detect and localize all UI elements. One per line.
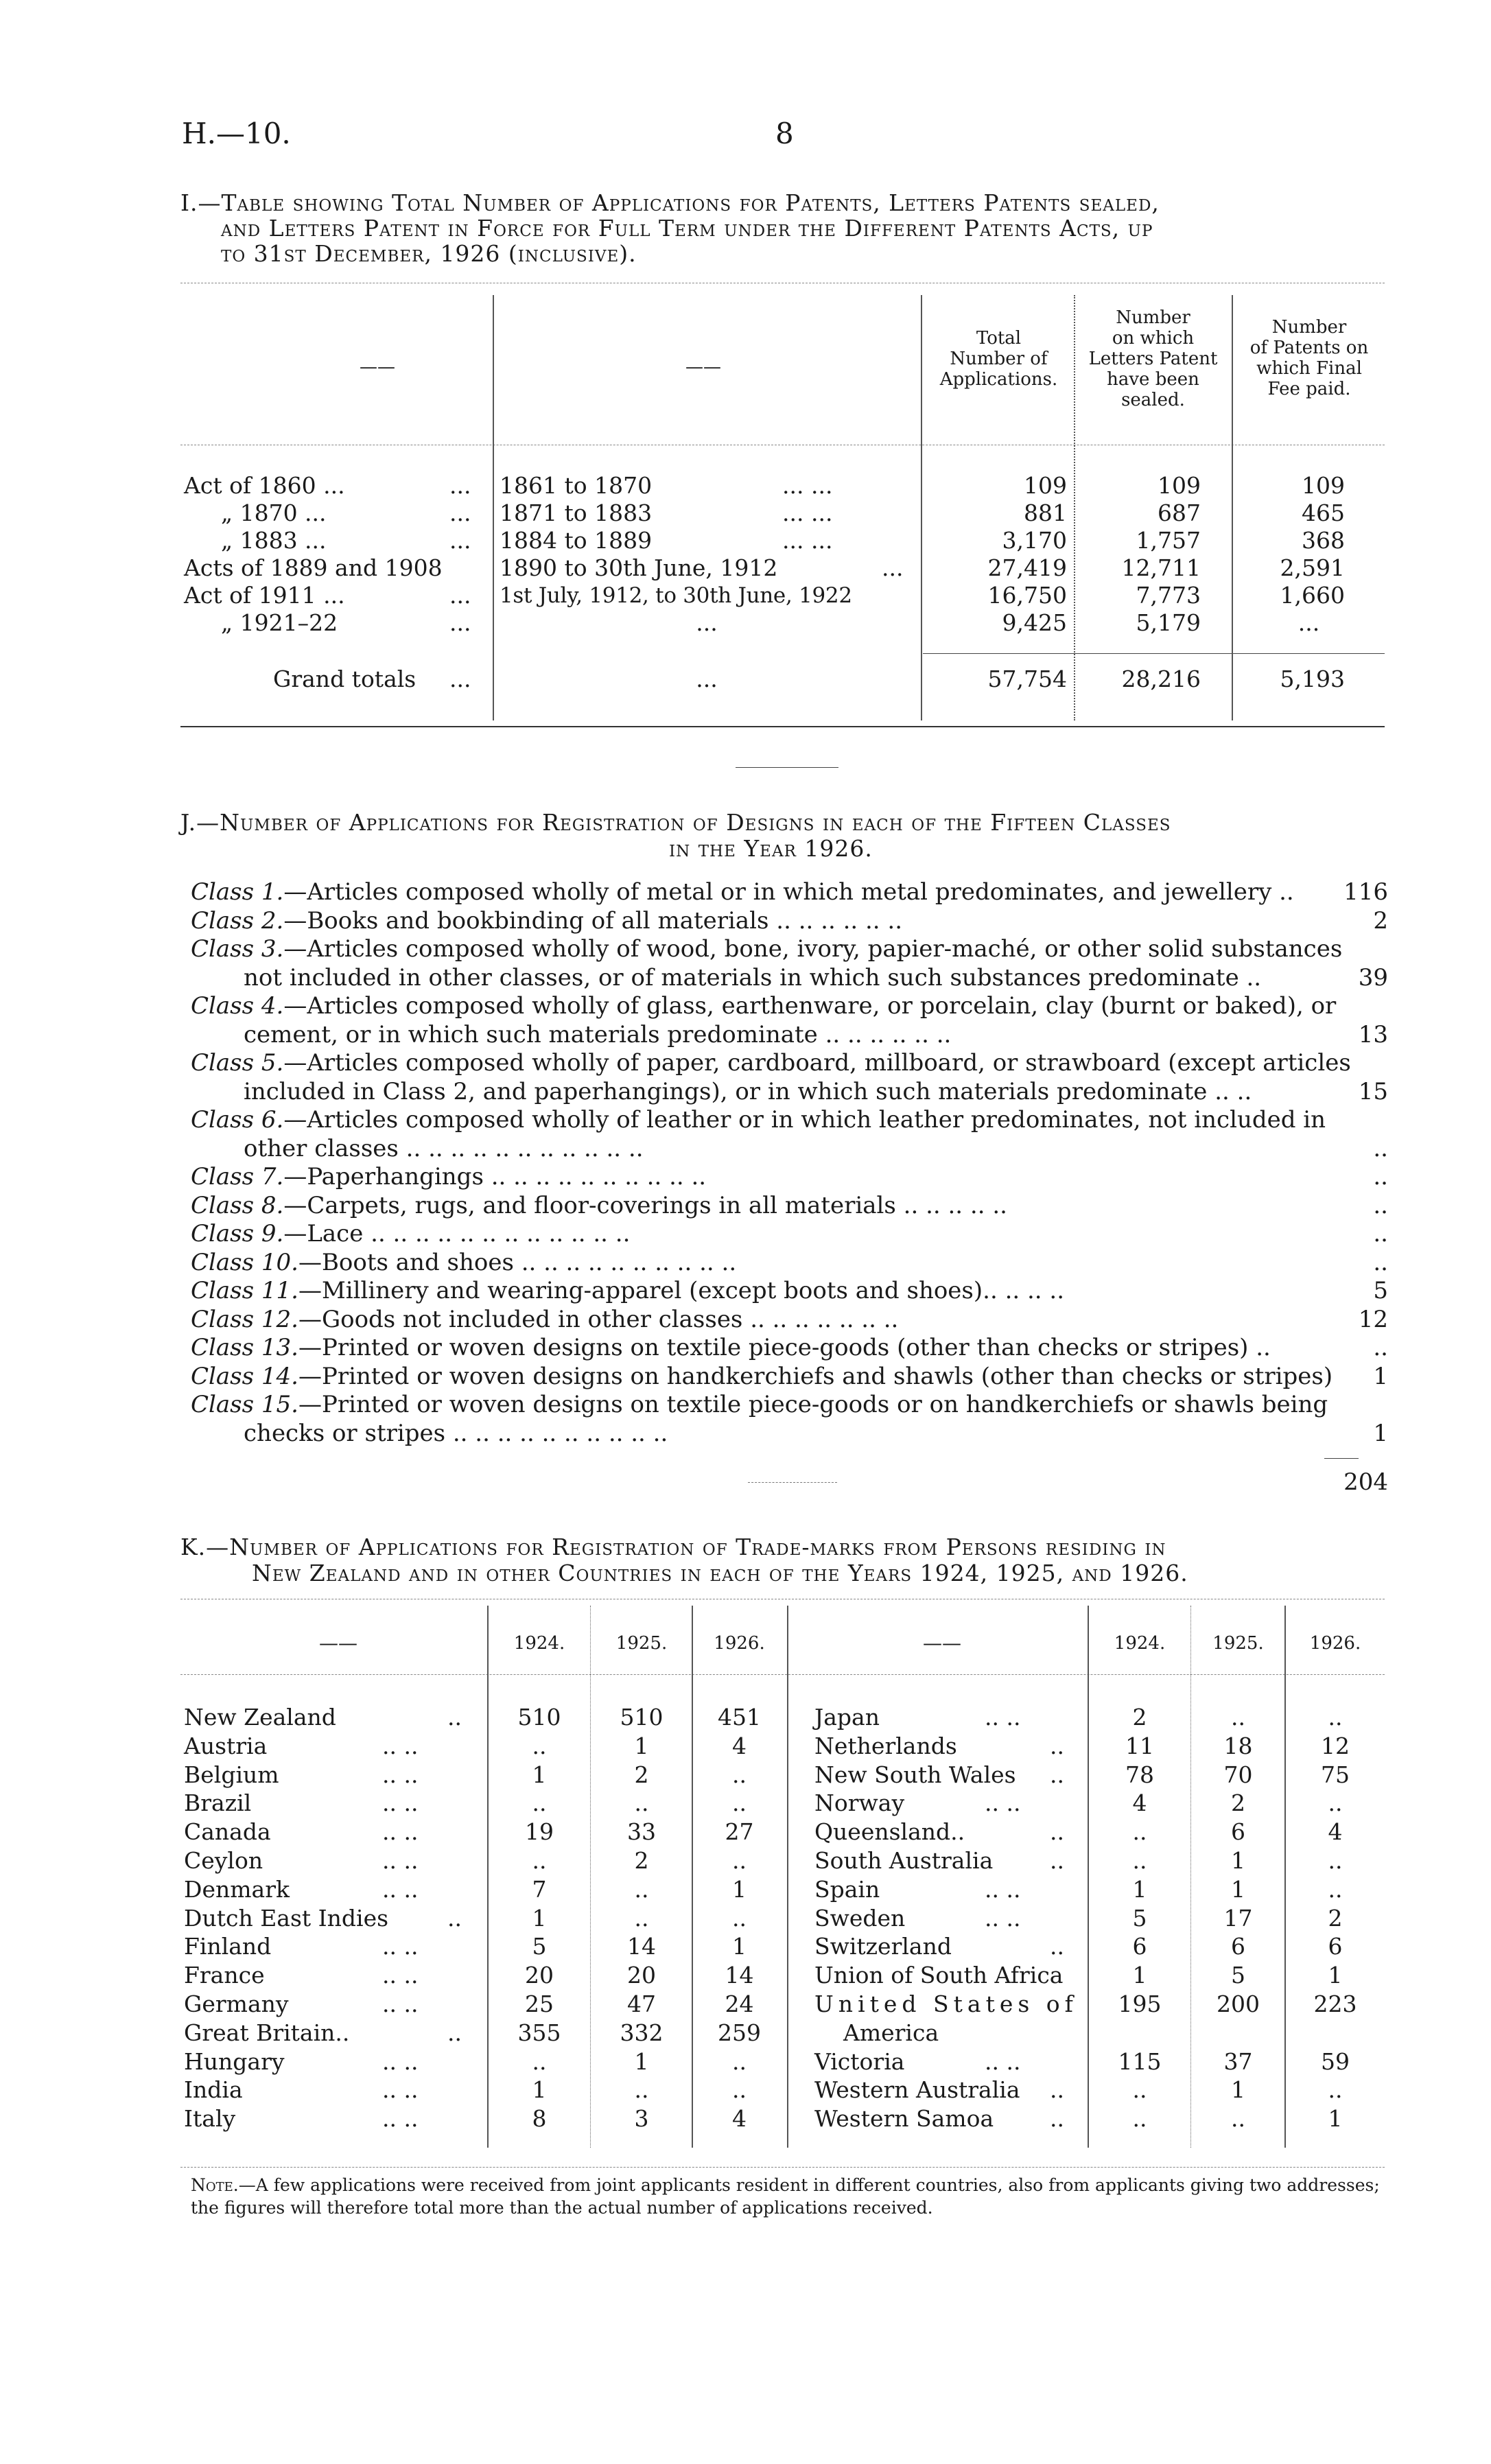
- value-1926: ..: [732, 1790, 747, 1816]
- value-1924: 78: [1125, 1761, 1154, 1788]
- leader-dots: .. ..: [985, 1905, 1021, 1932]
- country-name: India: [184, 2076, 243, 2103]
- class-label: Class 15.: [191, 1391, 298, 1418]
- value-1925: 18: [1223, 1733, 1253, 1759]
- value-1925: 20: [627, 1962, 656, 1988]
- class-count: 1: [1373, 1420, 1388, 1447]
- value-1925: ..: [634, 1790, 649, 1816]
- value-1926: 2: [1328, 1905, 1343, 1932]
- column-divider: [921, 295, 922, 720]
- value-1925: 1: [1231, 1876, 1245, 1903]
- leader-dots: .. ..: [382, 1962, 419, 1988]
- class-label: Class 11.: [191, 1277, 298, 1304]
- country-name: Brazil: [184, 1790, 252, 1816]
- leader-dots: .. ..: [382, 1761, 419, 1788]
- class-count: ..: [1373, 1163, 1388, 1190]
- value-1926: 4: [732, 2105, 747, 2132]
- value-1926: ..: [1328, 1876, 1343, 1903]
- class-description: —Printed or woven designs on handkerchiefs and shawls (other than checks or stripes): [298, 1363, 1333, 1390]
- value-1924: 1: [1132, 1876, 1147, 1903]
- value-1926: 259: [718, 2019, 761, 2046]
- value-1926: 14: [725, 1962, 754, 1988]
- document-page: H.—10. 8 I.—Table showing Total Number of Applications for Patents, Letters Patents sealed, and Letters Patent in Force for Full Term under the Different Patents Acts, up to 31st December, 1926 (inclusive). —— —— Total Number of Applications. Number on which Letters Patent have been sealed. Number of Patents on which Final Fee paid. Act of 1860 ... ... 1861 to 1870 ... ... 109 109 109 „ 1870 ... ... 1871 to 1883 ... ... 881 687 465 „ 1883 ... ... 1884 to 1889 ... ... 3,170 1,757 368 Acts of 1889 and 1908 1890 to 30th June, 1912 ... 27,419 12,711 2,591 Act of 1911 ... ... 1st July, 1912, to 30th June, 1922 16,750 7,773 1,660 „ 1921–22 ... ... 9,425 5,179 ... Grand totals ... ... 57,754 28,216 5,193 J.—Number of Applications for Registration of Designs in each of the Fifteen Classes in the Year 1926. Class 1.—Articles composed wholly of metal or in which metal predominates, and jewellery .. 116 Class 2.—Books and bookbinding of all materials .. .. .. .. .. .. 2 Class 3.—Articles composed wholly of wood, bone, ivory, papier-maché, or other solid substances not included in other classes, or of materials in which such substances predominate .. 39 Class 4.—Articles composed wholly of glass, earthenware, or porcelain, clay (burnt or baked), or cement, or in which such materials predominate .. .. .. .. .. .. 13 Class 5.—Articles composed wholly of paper, cardboard, millboard, or strawboard (except articles included in Class 2, and paperhangings), or in which such materials predominate .. .. 15 Class 6.—Articles composed wholly of leather or in which leather predominates, not included in other classes .. .. .. .. .. .. .. .. .. .. .. .. Class 7.—Paperhangings .. .. .. .. .. .. .. .. .. .. .. Class 8.—Carpets, rugs, and floor-coverings in all materials .. .. .. .. .. .. Class 9.—Lace .. .. .. .. .. .. .. .. .. .. .. .. .. Class 10.—Boots and shoes .. .. .. .. .. .. .. .. .. .. .. Class 11.—Millinery and wearing-apparel (except boots and shoes).. .. .. .. 5 Class 12.—Goods not included in other classes .. .. .. .. .. .. .. 12 Class 13.—Printed or woven designs on textile piece-goods (other than checks or stripes) .. .. Class 14.—Printed or woven designs on handkerchiefs and shawls (other than checks or stripes) 1 Class 15.—Printed or woven designs on textile piece-goods or on handkerchiefs or shawls being checks or stripes .. .. .. .. .. .. .. .. .. .. 1 204 K.—Number of Applications for Registration of Trade-marks from Persons residing in New Zealand and in other Countries in each of the Years 1924, 1925, and 1926. —— 1924. 1925. 1926. —— 1924. 1925. 1926. New Zealand .. 510 510 451 Austria .. .. .. 1 4 Belgium .. .. 1 2 .. Brazil .. .. .. .. .. Canada .. .. 19 33 27 Ceylon .. .. .. 2 .. Denmark .. .. 7 .. 1 Dutch East Indies .. 1 .. .. Finland .. .. 5 14 1 France .. .. 20 20 14 Germany .. .. 25 47 24 Great Britain.. .. 355 332 259 Hungary .. .. .. 1 .. India .. .. 1 .. .. Italy .. .. 8 3 4 Japan .. .. 2 .. .. Netherlands .. 11 18 12 New South Wales .. 78 70 75 Norway .. .. 4 2 .. Queensland.. .. .. 6 4 South Australia .. .. 1 .. Spain .. .. 1 1 .. Sweden .. .. 5 17 2 Switzerland .. 6 6 6 Union of South Africa 1 5 1 United States of 195 200 223 America Victoria .. .. 115 37 59 Western Australia .. .. 1 .. Western Samoa .. .. .. 1 Note.—A few applications were received from joint applicants resident in different countries, also from applicants giving two addresses; the figures will therefore total more than the actual number of applications received.: [180, 117, 1388, 2218]
- value-1924: ..: [532, 1733, 547, 1759]
- class-count: ..: [1373, 1135, 1388, 1162]
- country-name: Belgium: [184, 1761, 279, 1788]
- leader-dots: ..: [447, 1905, 462, 1932]
- leader-dots: ..: [1050, 1818, 1064, 1845]
- leader-dots: .. ..: [382, 2076, 419, 2103]
- leader-dots: .. ..: [382, 2048, 419, 2075]
- value-1924: ..: [1132, 2076, 1147, 2103]
- class-count: 1: [1373, 1363, 1388, 1390]
- leader-dots: .. ..: [985, 1876, 1021, 1903]
- class-label: Class 13.: [191, 1334, 298, 1361]
- section-k-title-line1: K.—Number of Applications for Registration of Trade-marks from Persons residing in: [180, 1534, 1166, 1560]
- section-divider: [736, 767, 838, 768]
- section-k-title-line2: New Zealand and in other Countries in each of the Years 1924, 1925, and 1926.: [252, 1560, 1188, 1586]
- country-name: Great Britain..: [184, 2019, 350, 2046]
- class-label: Class 8.: [191, 1192, 284, 1219]
- table-bottom-rule: [180, 726, 1385, 727]
- leader-dots: .. ..: [985, 1704, 1021, 1730]
- note-label: Note.: [191, 2175, 239, 2195]
- value-1924: 195: [1118, 1991, 1162, 2017]
- country-name: Germany: [184, 1991, 289, 2017]
- col-head-1925: 1925.: [1212, 1633, 1264, 1654]
- class-count: 13: [1358, 1021, 1388, 1048]
- class-description: —Boots and shoes .. .. .. .. .. .. .. .. .. ..: [298, 1249, 737, 1276]
- grand-total-rule: [923, 653, 1385, 654]
- col-head-country: ——: [319, 1632, 357, 1654]
- value-1925: 37: [1223, 2048, 1253, 2075]
- value-1926: 451: [718, 1704, 761, 1730]
- leader-dots: .. ..: [382, 1790, 419, 1816]
- class-description: —Carpets, rugs, and floor-coverings in all materials .. .. .. .. ..: [283, 1192, 1007, 1219]
- value-1925: 14: [627, 1933, 656, 1960]
- leader-dots: .. ..: [382, 1876, 419, 1903]
- note-text: —A few applications were received from joint applicants resident in different countries, also from applicants giving two addresses; the figures will therefore total more than the actual number of applications received.: [191, 2175, 1380, 2218]
- value-1924: 8: [532, 2105, 547, 2132]
- value-1925: ..: [634, 1905, 649, 1932]
- value-1925: 1: [1231, 1847, 1245, 1874]
- value-1925: 6: [1231, 1933, 1245, 1960]
- country-name: Denmark: [184, 1876, 290, 1903]
- value-1926: ..: [732, 1761, 747, 1788]
- value-1926: 6: [1328, 1933, 1343, 1960]
- value-1925: 1: [634, 2048, 649, 2075]
- class-count: 5: [1373, 1277, 1388, 1304]
- value-1924: 1: [532, 1761, 547, 1788]
- column-divider: [787, 1606, 788, 2148]
- col-head-sealed: Number on which Letters Patent have been sealed.: [1088, 307, 1218, 410]
- value-1926: 4: [732, 1733, 747, 1759]
- value-1924: ..: [1132, 1818, 1147, 1845]
- column-divider: [1190, 1606, 1191, 2148]
- class-description: —Articles composed wholly of paper, cardboard, millboard, or strawboard (except articles: [283, 1049, 1351, 1077]
- value-1925: 17: [1223, 1905, 1253, 1932]
- class-label: Class 12.: [191, 1306, 298, 1333]
- leader-dots: .. ..: [382, 1818, 419, 1845]
- leader-dots: ..: [1050, 1733, 1064, 1759]
- value-1924: 1: [532, 2076, 547, 2103]
- section-i-title-line3: to 31st December, 1926 (inclusive).: [221, 240, 637, 267]
- document-reference: H.—10.: [182, 117, 291, 150]
- value-1925: ..: [634, 2076, 649, 2103]
- class-description: —Paperhangings .. .. .. .. .. .. .. .. .. ..: [283, 1163, 707, 1190]
- col-head-1925: 1925.: [615, 1633, 668, 1654]
- value-1924: ..: [532, 1847, 547, 1874]
- value-1926: 12: [1321, 1733, 1350, 1759]
- country-name: Victoria: [814, 2048, 905, 2075]
- value-1926: ..: [1328, 1704, 1343, 1730]
- table-bottom-rule: [180, 2167, 1385, 2168]
- class-count: ..: [1373, 1192, 1388, 1219]
- value-1925: 2: [634, 1761, 649, 1788]
- footnote: [191, 2174, 1385, 2219]
- section-i-title-line2: and Letters Patent in Force for Full Term under the Different Patents Acts, up: [221, 215, 1153, 242]
- value-1924: 4: [1132, 1790, 1147, 1816]
- class-description: cement, or in which such materials predominate .. .. .. .. .. ..: [244, 1021, 952, 1048]
- class-description: —Goods not included in other classes .. .. .. .. .. .. ..: [298, 1306, 899, 1333]
- value-1924: 11: [1125, 1733, 1154, 1759]
- class-description: —Lace .. .. .. .. .. .. .. .. .. .. .. ..: [283, 1220, 631, 1247]
- country-name: Japan: [814, 1704, 880, 1730]
- country-name: Netherlands: [814, 1733, 957, 1759]
- value-1926: 27: [725, 1818, 754, 1845]
- value-1926: ..: [732, 2048, 747, 2075]
- value-1924: ..: [532, 2048, 547, 2075]
- country-name: France: [184, 1962, 265, 1988]
- class-label: Class 6.: [191, 1106, 284, 1134]
- value-1926: 1: [1328, 1962, 1343, 1988]
- value-1924: 7: [532, 1876, 547, 1903]
- class-count: ..: [1373, 1334, 1388, 1361]
- value-1924: 510: [517, 1704, 561, 1730]
- class-count: 116: [1343, 878, 1388, 906]
- value-1924: 115: [1118, 2048, 1162, 2075]
- value-1926: ..: [1328, 1847, 1343, 1874]
- class-description: —Articles composed wholly of metal or in which metal predominates, and jewellery ..: [283, 878, 1294, 906]
- value-1926: ..: [732, 2076, 747, 2103]
- value-1924: 19: [525, 1818, 554, 1845]
- leader-dots: .. ..: [382, 1933, 419, 1960]
- col-head-1924: 1924.: [1114, 1633, 1166, 1654]
- value-1926: 4: [1328, 1818, 1343, 1845]
- section-i-title-line1: I.—Table showing Total Number of Applications for Patents, Letters Patents sealed,: [180, 189, 1160, 216]
- col-head-total: Total Number of Applications.: [939, 328, 1058, 390]
- value-1924: 20: [525, 1962, 554, 1988]
- leader-dots: ..: [1050, 1761, 1064, 1788]
- col-head-period: ——: [685, 357, 721, 377]
- value-1925: 1: [1231, 2076, 1245, 2103]
- country-name: Finland: [184, 1933, 272, 1960]
- class-label: Class 1.: [191, 878, 284, 906]
- value-1926: 24: [725, 1991, 754, 2017]
- value-1926: 1: [732, 1876, 747, 1903]
- section-j-title-line2: in the Year 1926.: [669, 835, 873, 862]
- class-description: checks or stripes .. .. .. .. .. .. .. .. .. ..: [244, 1420, 668, 1447]
- value-1925: 33: [627, 1818, 656, 1845]
- class-description: —Printed or woven designs on textile piece-goods or on handkerchiefs or shawls being: [298, 1391, 1328, 1418]
- value-1925: 332: [620, 2019, 664, 2046]
- value-1924: ..: [1132, 1847, 1147, 1874]
- country-name: New Zealand: [184, 1704, 336, 1730]
- country-name: Queensland..: [814, 1818, 965, 1845]
- value-1924: 5: [1132, 1905, 1147, 1932]
- class-label: Class 2.: [191, 907, 284, 935]
- class-description: —Printed or woven designs on textile piece-goods (other than checks or stripes) ..: [298, 1334, 1271, 1361]
- class-description: —Articles composed wholly of leather or in which leather predominates, not included in: [283, 1106, 1326, 1134]
- country-name: Italy: [184, 2105, 236, 2132]
- class-count: 12: [1358, 1306, 1388, 1333]
- country-name: New South Wales: [814, 1761, 1016, 1788]
- value-1926: 75: [1321, 1761, 1350, 1788]
- value-1924: 1: [1132, 1962, 1147, 1988]
- country-name: Union of South Africa: [814, 1962, 1064, 1988]
- country-name: Western Australia: [814, 2076, 1020, 2103]
- value-1925: 510: [620, 1704, 664, 1730]
- class-count: ..: [1373, 1249, 1388, 1276]
- class-description: —Articles composed wholly of wood, bone, ivory, papier-maché, or other solid substances: [283, 935, 1343, 963]
- leader-dots: ..: [1050, 1933, 1064, 1960]
- class-label: Class 3.: [191, 935, 284, 963]
- value-1924: 25: [525, 1991, 554, 2017]
- country-name: Hungary: [184, 2048, 285, 2075]
- country-name: Austria: [184, 1733, 268, 1759]
- value-1924: ..: [1132, 2105, 1147, 2132]
- country-name: America: [843, 2019, 939, 2046]
- country-name: Canada: [184, 1818, 271, 1845]
- country-name: Switzerland: [814, 1933, 952, 1960]
- leader-dots: ..: [1050, 2105, 1064, 2132]
- class-label: Class 9.: [191, 1220, 284, 1247]
- leader-dots: .. ..: [985, 2048, 1021, 2075]
- value-1925: ..: [1231, 2105, 1245, 2132]
- class-description: other classes .. .. .. .. .. .. .. .. .. .. ..: [244, 1135, 644, 1162]
- page-number: 8: [775, 117, 794, 150]
- section-j-title-line1: J.—Number of Applications for Registration of Designs in each of the Fifteen Classes: [180, 809, 1171, 836]
- leader-dots: ..: [447, 2019, 462, 2046]
- class-description: —Millinery and wearing-apparel (except boots and shoes).. .. .. ..: [298, 1277, 1065, 1304]
- leader-dots: .. ..: [382, 2105, 419, 2132]
- class-description: not included in other classes, or of materials in which such substances predominate ..: [244, 964, 1262, 992]
- value-1925: 2: [634, 1847, 649, 1874]
- country-name: Norway: [814, 1790, 905, 1816]
- value-1926: 1: [1328, 2105, 1343, 2132]
- class-description: included in Class 2, and paperhangings), or in which such materials predominate .. ..: [244, 1078, 1252, 1105]
- value-1924: 355: [517, 2019, 561, 2046]
- value-1925: 200: [1217, 1991, 1260, 2017]
- value-1925: 1: [634, 1733, 649, 1759]
- column-divider: [590, 1606, 591, 2148]
- value-1926: ..: [732, 1847, 747, 1874]
- value-1925: 3: [634, 2105, 649, 2132]
- value-1926: 59: [1321, 2048, 1350, 2075]
- country-name: Spain: [814, 1876, 880, 1903]
- leader-dots: ..: [447, 1704, 462, 1730]
- country-name: United States of: [814, 1991, 1078, 2017]
- section-divider: [748, 1482, 837, 1483]
- class-label: Class 5.: [191, 1049, 284, 1077]
- leader-dots: .. ..: [382, 1733, 419, 1759]
- value-1925: ..: [1231, 1704, 1245, 1730]
- value-1924: 2: [1132, 1704, 1147, 1730]
- sum-rule: [1324, 1458, 1359, 1459]
- design-total: 204: [1343, 1468, 1388, 1496]
- leader-dots: .. ..: [382, 1847, 419, 1874]
- leader-dots: .. ..: [382, 1991, 419, 2017]
- table-head-rule: [180, 1674, 1385, 1675]
- value-1924: ..: [532, 1790, 547, 1816]
- value-1926: 1: [732, 1933, 747, 1960]
- col-head-act: ——: [360, 357, 395, 377]
- class-count: 15: [1358, 1078, 1388, 1105]
- country-name: Western Samoa: [814, 2105, 994, 2132]
- country-name: Dutch East Indies: [184, 1905, 389, 1932]
- class-description: —Books and bookbinding of all materials .. .. .. .. .. ..: [283, 907, 903, 935]
- value-1925: 5: [1231, 1962, 1245, 1988]
- leader-dots: ..: [1050, 2076, 1064, 2103]
- value-1925: ..: [634, 1876, 649, 1903]
- leader-dots: ..: [1050, 1847, 1064, 1874]
- class-label: Class 14.: [191, 1363, 298, 1390]
- country-name: Ceylon: [184, 1847, 263, 1874]
- class-count: 2: [1373, 907, 1388, 935]
- col-head-1926: 1926.: [1309, 1633, 1361, 1654]
- class-label: Class 10.: [191, 1249, 298, 1276]
- value-1926: 223: [1313, 1991, 1357, 2017]
- class-label: Class 4.: [191, 992, 284, 1020]
- column-divider: [493, 295, 494, 720]
- country-name: Sweden: [814, 1905, 906, 1932]
- col-head-1924: 1924.: [513, 1633, 565, 1654]
- value-1925: 70: [1223, 1761, 1253, 1788]
- country-name: South Australia: [814, 1847, 994, 1874]
- value-1926: ..: [1328, 1790, 1343, 1816]
- value-1926: ..: [732, 1905, 747, 1932]
- value-1924: 6: [1132, 1933, 1147, 1960]
- col-head-final-fee: Number of Patents on which Final Fee paid.: [1249, 317, 1369, 399]
- leader-dots: .. ..: [985, 1790, 1021, 1816]
- class-count: 39: [1358, 964, 1388, 992]
- value-1925: 47: [627, 1991, 656, 2017]
- class-description: —Articles composed wholly of glass, earthenware, or porcelain, clay (burnt or baked), or: [283, 992, 1337, 1020]
- col-head-country: ——: [923, 1632, 961, 1654]
- col-head-1926: 1926.: [714, 1633, 765, 1654]
- class-label: Class 7.: [191, 1163, 284, 1190]
- value-1925: 2: [1231, 1790, 1245, 1816]
- class-count: ..: [1373, 1220, 1388, 1247]
- value-1924: 5: [532, 1933, 547, 1960]
- value-1926: ..: [1328, 2076, 1343, 2103]
- value-1925: 6: [1231, 1818, 1245, 1845]
- value-1924: 1: [532, 1905, 547, 1932]
